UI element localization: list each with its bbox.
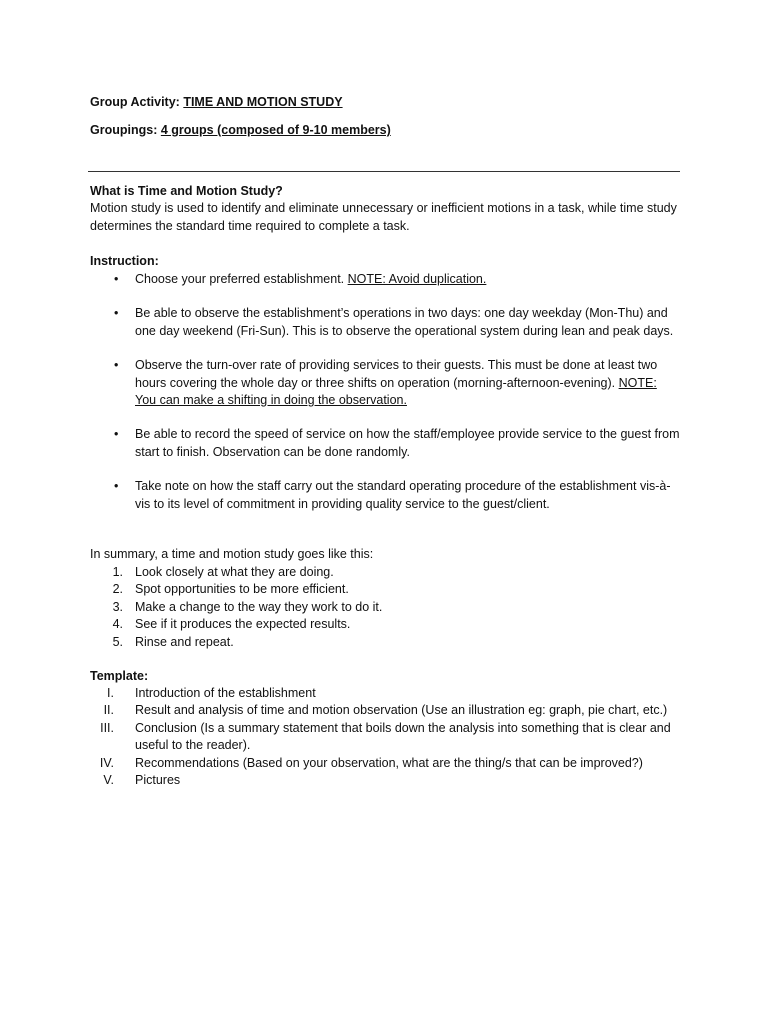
instruction-text: Take note on how the staff carry out the standard operating procedure of the establishment vis-à-vis to its level of commitment in providing quality service to the guest/client. [135,479,671,511]
item-number: 5. [112,634,123,649]
item-text: Spot opportunities to be more efficient. [135,582,349,597]
summary-item [90,599,690,616]
template-item [90,702,690,719]
template-item [90,720,690,755]
intro-section [90,183,690,235]
instruction-list [90,271,690,513]
summary-lead: In summary, a time and motion study goes like this: [90,547,374,561]
instruction-item [90,478,680,513]
group-activity-label: Group Activity: [90,95,180,109]
item-text: See if it produces the expected results. [135,617,351,632]
group-activity-line [90,94,343,111]
item-text: Make a change to the way they work to do it. [135,599,383,614]
item-numeral: III. [100,720,114,735]
summary-item [90,634,690,651]
item-text: Introduction of the establishment [135,686,316,700]
instruction-text: Choose your preferred establishment. [135,272,348,286]
intro-heading: What is Time and Motion Study? [90,184,283,198]
item-number: 2. [112,582,123,597]
instruction-note: NOTE: You can make a shifting in doing the observation. [135,375,657,408]
instruction-text: Observe the turn-over rate of providing services to their guests. This must be done at least two hours covering the whole day or three shifts on operation (morning-afternoon-evening). [135,358,658,390]
intro-body: Motion study is used to identify and eliminate unnecessary or inefficient motions in a task, while time study determines the standard time required to complete a task. [90,201,677,233]
groupings-line [90,122,391,139]
bullet-glyph: • [114,272,119,286]
item-text: Look closely at what they are doing. [135,565,334,579]
item-text: Recommendations (Based on your observation, what are the thing/s that can be improved?) [135,755,643,770]
template-item [90,755,690,772]
item-numeral: V. [103,773,114,788]
group-activity-value: TIME AND MOTION STUDY [183,95,343,109]
template-item [90,685,690,702]
instruction-item [90,305,680,340]
template-heading: Template: [90,669,149,683]
instruction-item [90,426,680,461]
template-list [90,685,690,789]
item-numeral: I. [107,686,114,700]
item-numeral: IV. [99,755,114,770]
instruction-text: Be able to record the speed of service on how the staff/employee provide service to the guest from start to finish. Observation can be done randomly. [135,427,680,459]
bullet-glyph: • [114,306,119,321]
section-divider [88,171,680,172]
bullet-glyph: • [114,358,119,373]
template-item [90,772,690,789]
groupings-label: Groupings: [90,123,158,137]
item-numeral: II. [103,703,114,718]
summary-list [90,564,690,651]
item-text: Pictures [135,773,181,788]
summary-item [90,616,690,633]
bullet-glyph: • [114,427,119,442]
instruction-text: Be able to observe the establishment’s operations in two days: one day weekday (Mon-Thu) and one day weekend (Fri-Sun). This is to observe the operational system during lean and peak days. [135,306,674,338]
item-number: 4. [112,617,123,632]
item-text: Rinse and repeat. [135,634,234,649]
instruction-item [90,271,680,288]
bullet-glyph: • [114,479,119,494]
item-number: 3. [112,599,123,614]
item-number: 1. [112,565,123,579]
item-text: Result and analysis of time and motion observation (Use an illustration eg: graph, pie chart, etc.) [135,703,668,718]
summary-item [90,581,690,598]
instruction-heading: Instruction: [90,254,159,268]
instruction-note: NOTE: Avoid duplication. [347,272,487,286]
groupings-value: 4 groups (composed of 9-10 members) [160,123,391,137]
instruction-item [90,357,680,409]
item-text: Conclusion (Is a summary statement that boils down the analysis into something that is clear and useful to the reader). [135,720,671,753]
summary-item [90,564,690,581]
